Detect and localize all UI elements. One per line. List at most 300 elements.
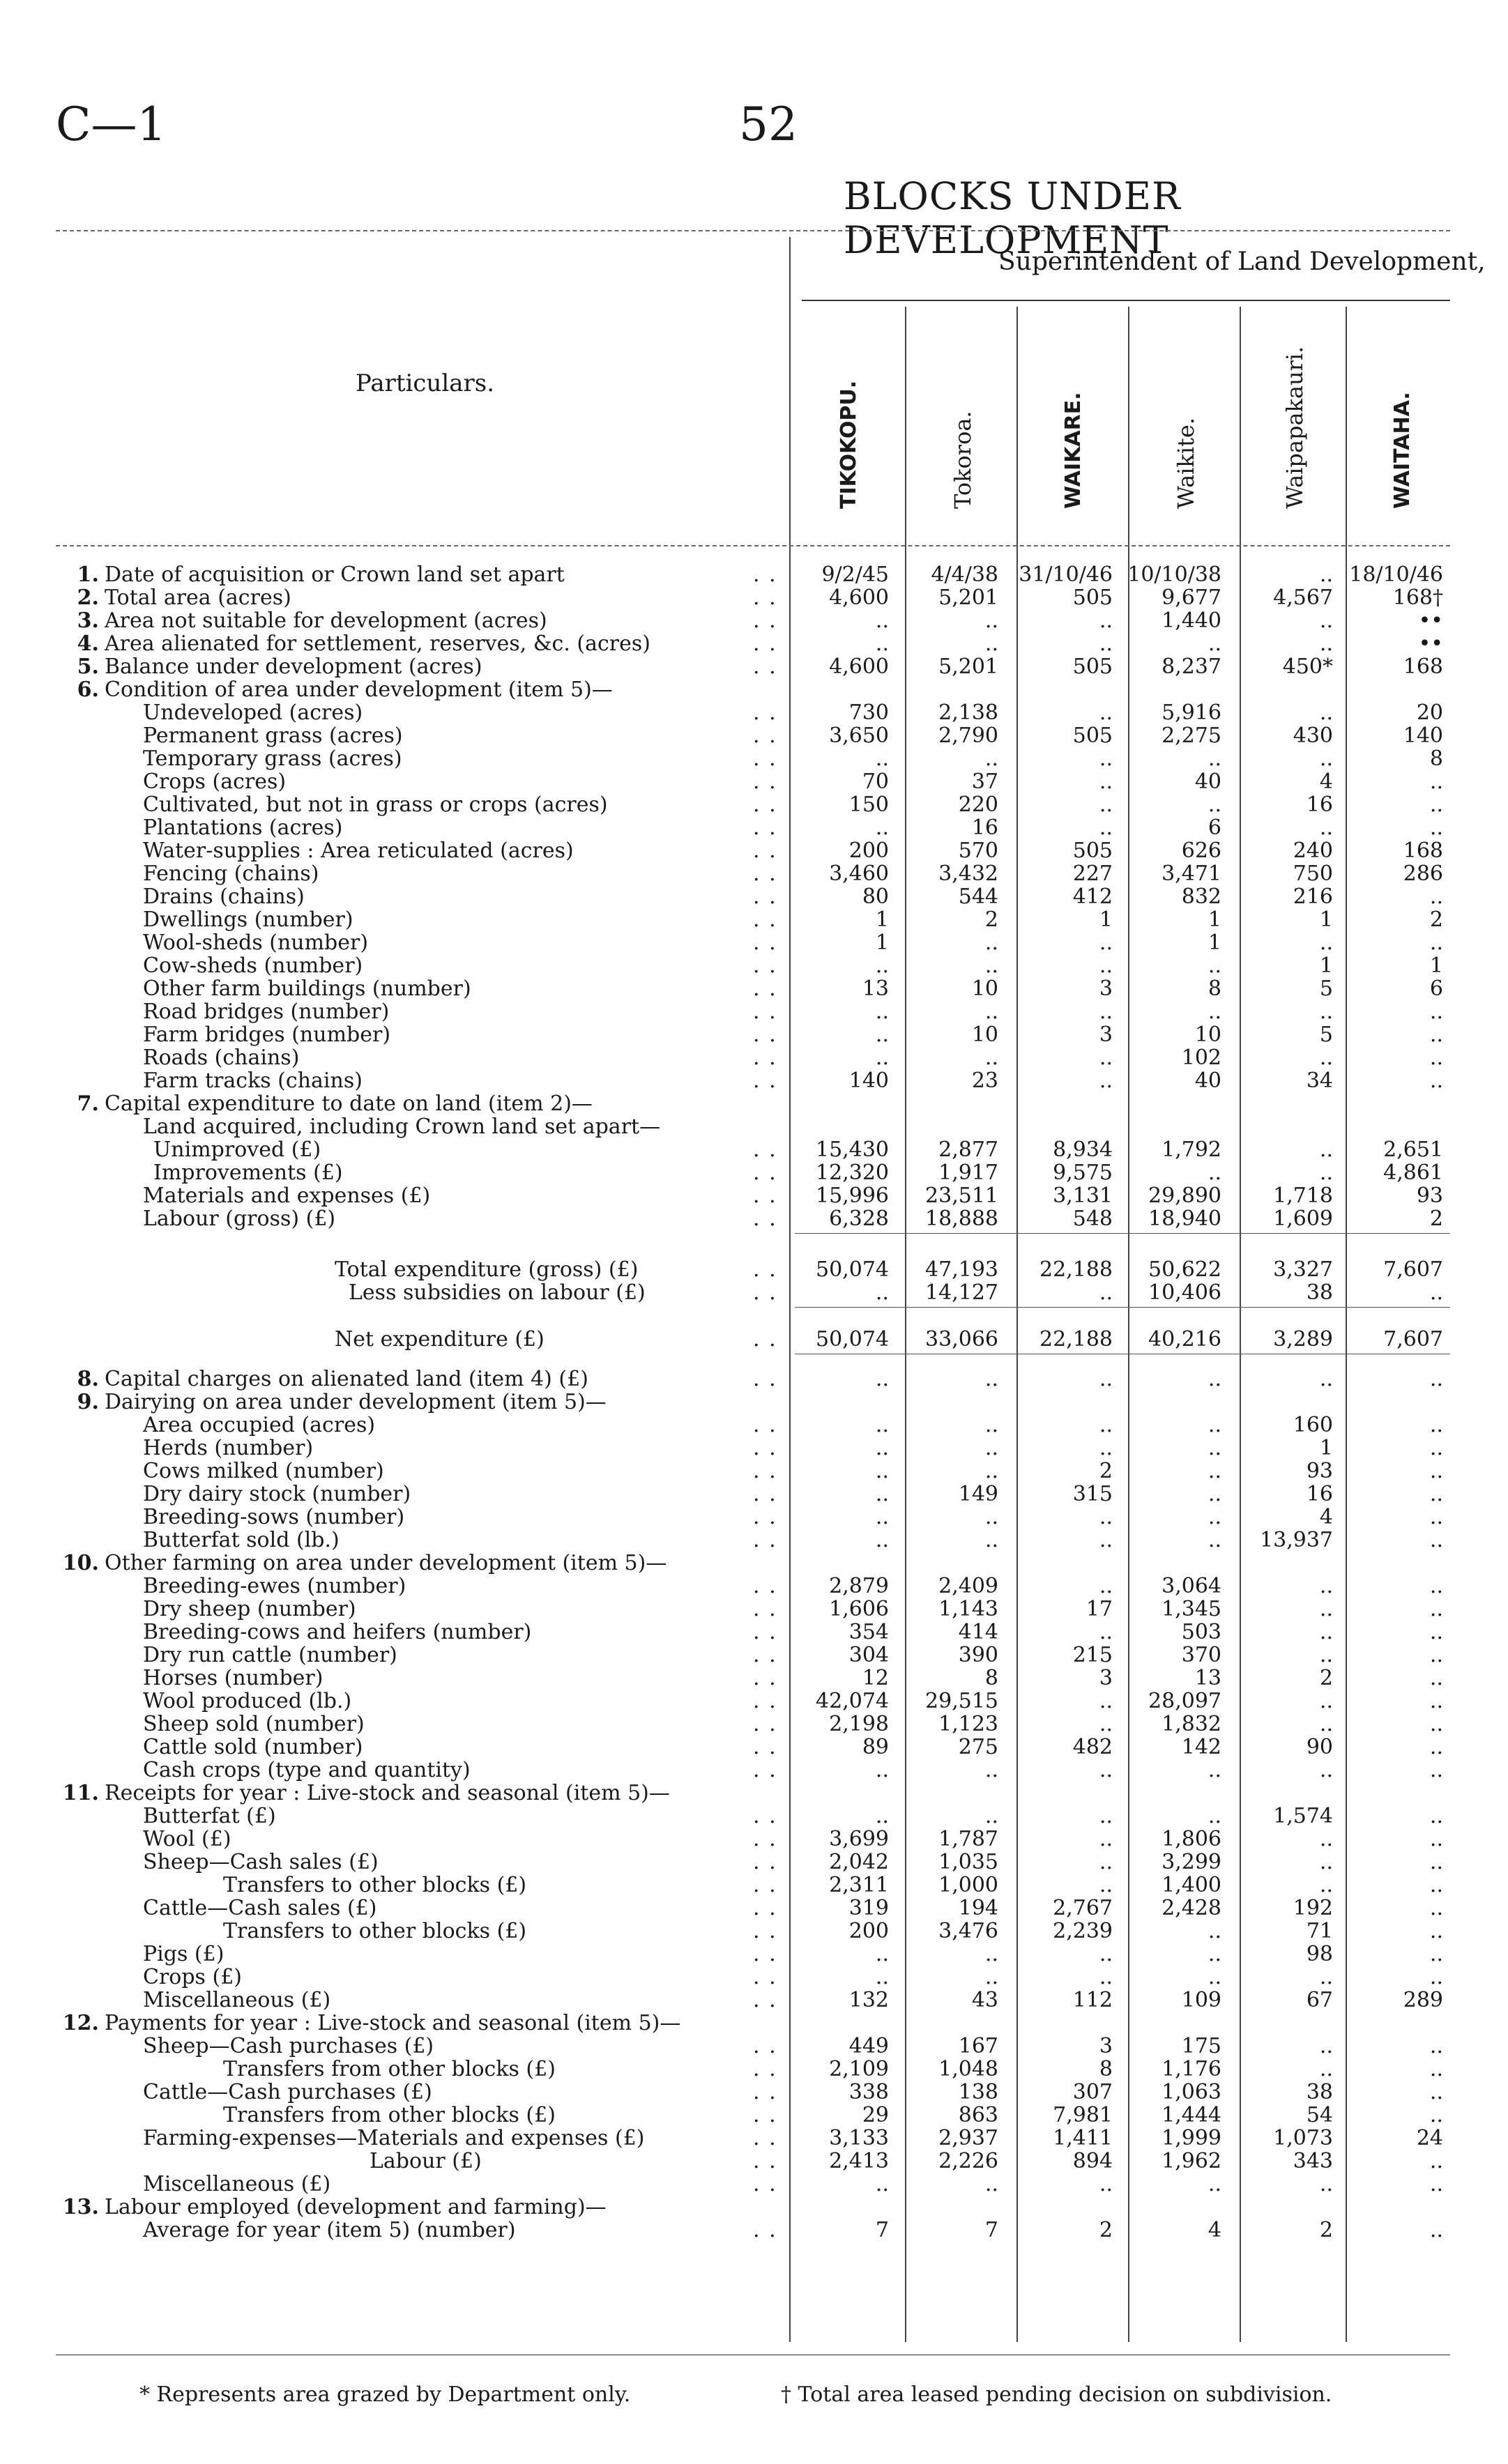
leader-dots: . . — [753, 2103, 777, 2127]
table-cell: 354 — [848, 1620, 889, 1644]
row-label: Dry sheep (number) — [143, 1597, 356, 1621]
table-cell: 9/2/45 — [821, 563, 889, 587]
row-label: Cows milked (number) — [143, 1459, 384, 1483]
table-row — [0, 1529, 1508, 1552]
leader-dots: . . — [753, 1207, 777, 1231]
table-cell: .. — [1099, 1804, 1113, 1828]
table-cell: .. — [1208, 1942, 1221, 1966]
divider — [56, 230, 1450, 233]
table-cell: 3 — [1099, 977, 1113, 1001]
leader-dots: . . — [753, 2172, 777, 2196]
leader-dots: . . — [753, 1965, 777, 1989]
table-cell: 23,511 — [925, 1184, 998, 1208]
leader-dots: . . — [753, 885, 777, 909]
table-row — [0, 1897, 1508, 1920]
table-cell: .. — [984, 1000, 998, 1024]
table-cell: .. — [875, 954, 889, 978]
table-cell: 112 — [1072, 1988, 1113, 2012]
table-cell: 54 — [1306, 2103, 1333, 2127]
row-label: Cattle sold (number) — [143, 1735, 363, 1759]
table-cell: .. — [875, 1023, 889, 1047]
table-cell: .. — [1429, 2057, 1443, 2081]
table-cell: 2,275 — [1162, 724, 1221, 748]
table-cell: 2 — [1429, 1207, 1443, 1231]
table-cell: 216 — [1293, 885, 1333, 909]
table-cell: 17 — [1086, 1597, 1113, 1621]
table-cell: 315 — [1072, 1482, 1113, 1506]
table-cell: .. — [1319, 1965, 1333, 1989]
table-cell: 1,063 — [1162, 2080, 1221, 2104]
row-label: Other farming on area under development (item 5)— — [105, 1551, 667, 1575]
table-cell: 109 — [1181, 1988, 1221, 2012]
table-row — [0, 1736, 1508, 1759]
leader-dots: . . — [753, 1712, 777, 1736]
table-cell: 894 — [1072, 2149, 1113, 2173]
leader-dots: . . — [753, 2080, 777, 2104]
table-cell: 175 — [1181, 2034, 1221, 2058]
table-row — [0, 1138, 1508, 1161]
table-cell: 5,201 — [938, 586, 998, 610]
row-label: Farm tracks (chains) — [143, 1069, 363, 1093]
table-cell: .. — [1208, 1505, 1221, 1529]
table-cell: 215 — [1072, 1643, 1113, 1667]
table-cell: 34 — [1306, 1069, 1333, 1093]
leader-dots: . . — [753, 1280, 777, 1305]
table-cell: .. — [984, 1528, 998, 1552]
row-label: Labour (gross) (£) — [143, 1207, 336, 1231]
table-cell: 40 — [1194, 770, 1221, 794]
total-rule — [795, 1307, 1450, 1308]
table-cell: 40,216 — [1148, 1327, 1221, 1352]
total-rule — [795, 1233, 1450, 1234]
table-cell: 3,133 — [829, 2126, 889, 2150]
leader-dots: . . — [753, 655, 777, 679]
row-label: Balance under development (acres) — [105, 655, 482, 679]
table-cell: 132 — [848, 1988, 889, 2012]
table-cell: 5,201 — [938, 655, 998, 679]
table-row — [0, 701, 1508, 724]
table-cell: 1 — [1208, 931, 1221, 955]
table-cell: .. — [984, 1505, 998, 1529]
table-cell: 28,097 — [1148, 1689, 1221, 1713]
row-number: 13. — [62, 2195, 99, 2219]
table-cell: .. — [1429, 2149, 1443, 2173]
row-label: Permanent grass (acres) — [143, 724, 403, 748]
table-cell: .. — [1429, 1850, 1443, 1874]
table-cell: 29,515 — [925, 1689, 998, 1713]
row-label: Improvements (£) — [153, 1161, 343, 1185]
table-cell: .. — [875, 1436, 889, 1460]
table-cell: 31/10/46 — [1019, 563, 1113, 587]
row-number: 3. — [77, 609, 99, 633]
table-cell: 1 — [875, 931, 889, 955]
table-cell: .. — [984, 1459, 998, 1483]
table-cell: .. — [1099, 1528, 1113, 1552]
table-cell: 6 — [1429, 977, 1443, 1001]
table-row — [0, 1621, 1508, 1644]
table-cell: 220 — [958, 793, 998, 817]
leader-dots: . . — [753, 816, 777, 840]
table-cell: .. — [1099, 770, 1113, 794]
table-cell: .. — [1429, 2034, 1443, 2058]
table-row — [0, 609, 1508, 632]
table-cell: 505 — [1072, 839, 1113, 863]
table-cell: 10 — [971, 977, 998, 1001]
row-label: Dwellings (number) — [143, 908, 353, 932]
table-cell: .. — [1099, 609, 1113, 633]
table-row — [0, 1023, 1508, 1046]
table-cell: .. — [1099, 1046, 1113, 1070]
row-label: Dry dairy stock (number) — [143, 1482, 411, 1506]
table-cell: 2 — [1319, 1666, 1333, 1690]
table-cell: .. — [1319, 1758, 1333, 1782]
table-cell: 3 — [1099, 1666, 1113, 1690]
table-row — [0, 770, 1508, 793]
table-cell: 40 — [1194, 1069, 1221, 1093]
table-cell: 3,299 — [1162, 1850, 1221, 1874]
table-cell: 3,471 — [1162, 862, 1221, 886]
table-cell: 2,937 — [938, 2126, 998, 2150]
table-row — [0, 1328, 1508, 1351]
table-cell: .. — [1319, 2057, 1333, 2081]
table-cell: .. — [1429, 1069, 1443, 1093]
table-cell: 1,609 — [1273, 1207, 1333, 1231]
table-cell: .. — [1319, 1000, 1333, 1024]
row-label: Road bridges (number) — [143, 1000, 390, 1024]
table-cell: 1,035 — [938, 1850, 998, 1874]
table-row — [0, 1506, 1508, 1529]
table-cell: 16 — [971, 816, 998, 840]
table-cell: .. — [1319, 1620, 1333, 1644]
table-cell: 2,138 — [938, 701, 998, 725]
table-cell: 4 — [1208, 2218, 1221, 2242]
table-cell: .. — [1429, 1000, 1443, 1024]
table-cell: .. — [1429, 1919, 1443, 1943]
table-row — [0, 2012, 1508, 2035]
table-cell: 2,409 — [938, 1574, 998, 1598]
table-cell: .. — [1208, 1804, 1221, 1828]
table-cell: 9,677 — [1162, 586, 1221, 610]
table-cell: 22,188 — [1039, 1327, 1113, 1352]
footnote-dagger: † Total area leased pending decision on subdivision. — [781, 2382, 1332, 2407]
row-number: 12. — [62, 2011, 99, 2035]
table-cell: .. — [984, 1965, 998, 1989]
table-cell: .. — [1099, 701, 1113, 725]
row-label: Sheep sold (number) — [143, 1712, 365, 1736]
table-row — [0, 931, 1508, 954]
leader-dots: . . — [753, 1138, 777, 1162]
leader-dots: . . — [753, 1482, 777, 1506]
table-cell: .. — [875, 1367, 889, 1391]
table-cell: .. — [1099, 1000, 1113, 1024]
table-row — [0, 1483, 1508, 1506]
table-cell: 505 — [1072, 586, 1113, 610]
row-label: Herds (number) — [143, 1436, 314, 1460]
table-cell: 548 — [1072, 1207, 1113, 1231]
table-cell: .. — [1099, 1758, 1113, 1782]
table-cell: 200 — [848, 839, 889, 863]
table-row — [0, 1920, 1508, 1943]
table-cell: 192 — [1293, 1896, 1333, 1920]
table-row — [0, 1966, 1508, 1989]
table-cell: .. — [1319, 1827, 1333, 1851]
leader-dots: . . — [753, 632, 777, 656]
page-number: 52 — [739, 98, 798, 151]
leader-dots: . . — [753, 1161, 777, 1185]
table-cell: .. — [1429, 793, 1443, 817]
table-row — [0, 2173, 1508, 2196]
table-cell: 1,806 — [1162, 1827, 1221, 1851]
table-cell: .. — [1429, 816, 1443, 840]
table-row — [0, 678, 1508, 701]
leader-dots: . . — [753, 1827, 777, 1851]
table-cell: .. — [1429, 1804, 1443, 1828]
table-cell: .. — [1429, 1413, 1443, 1437]
table-cell: .. — [1099, 1712, 1113, 1736]
table-row — [0, 1184, 1508, 1207]
table-cell: 1,606 — [829, 1597, 889, 1621]
table-cell: 138 — [958, 2080, 998, 2104]
table-cell: 275 — [958, 1735, 998, 1759]
table-row — [0, 1851, 1508, 1874]
table-cell: 3,432 — [938, 862, 998, 886]
table-row — [0, 977, 1508, 1000]
table-cell: 160 — [1293, 1413, 1333, 1437]
leader-dots: . . — [753, 1436, 777, 1460]
table-cell: .. — [1429, 1482, 1443, 1506]
leader-dots: . . — [753, 701, 777, 725]
table-cell: 1,962 — [1162, 2149, 1221, 2173]
row-label: Receipts for year : Live-stock and seasonal (item 5)— — [105, 1781, 670, 1805]
row-label: Breeding-sows (number) — [143, 1505, 405, 1529]
table-cell: 150 — [848, 793, 889, 817]
table-cell: 5 — [1319, 1023, 1333, 1047]
leader-dots: . . — [753, 1069, 777, 1093]
table-cell: 1,440 — [1162, 609, 1221, 633]
table-cell: 98 — [1306, 1942, 1333, 1966]
table-cell: 12 — [862, 1666, 889, 1690]
table-row — [0, 2058, 1508, 2081]
table-cell: .. — [1319, 2034, 1333, 2058]
table-cell: 8 — [1099, 2057, 1113, 2081]
table-cell: 2,311 — [829, 1873, 889, 1897]
table-row — [0, 1000, 1508, 1023]
table-cell: 505 — [1072, 724, 1113, 748]
table-cell: 482 — [1072, 1735, 1113, 1759]
table-cell: 12,320 — [816, 1161, 889, 1185]
table-cell: .. — [875, 609, 889, 633]
table-row — [0, 862, 1508, 885]
divider — [802, 300, 1450, 301]
table-cell: 16 — [1306, 793, 1333, 817]
table-cell: 1,048 — [938, 2057, 998, 2081]
leader-dots: . . — [753, 1919, 777, 1943]
row-label: Breeding-ewes (number) — [143, 1574, 406, 1598]
table-cell: 450* — [1282, 655, 1333, 679]
table-cell: .. — [1319, 701, 1333, 725]
table-cell: .. — [984, 632, 998, 656]
table-cell: .. — [875, 1758, 889, 1782]
table-cell: •• — [1418, 632, 1443, 656]
divider — [56, 545, 1450, 548]
table-cell: .. — [1099, 747, 1113, 771]
table-cell: 4/4/38 — [931, 563, 998, 587]
table-cell: .. — [1208, 1482, 1221, 1506]
leader-dots: . . — [753, 1413, 777, 1437]
table-cell: 1,123 — [938, 1712, 998, 1736]
table-cell: 8,237 — [1162, 655, 1221, 679]
table-row — [0, 2150, 1508, 2173]
row-label: Breeding-cows and heifers (number) — [143, 1620, 532, 1644]
table-cell: 286 — [1403, 862, 1443, 886]
table-cell: .. — [875, 1505, 889, 1529]
table-cell: .. — [1319, 1161, 1333, 1185]
table-cell: 15,430 — [816, 1138, 889, 1162]
table-cell: 227 — [1072, 862, 1113, 886]
leader-dots: . . — [753, 2218, 777, 2242]
table-cell: .. — [1208, 1758, 1221, 1782]
table-cell: 142 — [1181, 1735, 1221, 1759]
table-cell: .. — [1208, 747, 1221, 771]
table-cell: .. — [1429, 1367, 1443, 1391]
table-cell: .. — [1319, 563, 1333, 587]
table-cell: .. — [1099, 1436, 1113, 1460]
table-cell: .. — [1099, 793, 1113, 817]
table-row — [0, 908, 1508, 931]
table-cell: .. — [1429, 1735, 1443, 1759]
table-cell: 4,861 — [1383, 1161, 1443, 1185]
table-cell: 2,428 — [1162, 1896, 1221, 1920]
table-cell: .. — [1429, 2218, 1443, 2242]
table-cell: 307 — [1072, 2080, 1113, 2104]
table-cell: .. — [1099, 1280, 1113, 1305]
table-cell: .. — [1319, 747, 1333, 771]
row-label: Cash crops (type and quantity) — [143, 1758, 471, 1782]
row-label: Labour employed (development and farming)— — [105, 2195, 607, 2219]
table-cell: 29 — [862, 2103, 889, 2127]
table-cell: 1,574 — [1273, 1804, 1333, 1828]
table-row — [0, 1989, 1508, 2012]
table-cell: .. — [1319, 1046, 1333, 1070]
table-cell: .. — [984, 609, 998, 633]
leader-dots: . . — [753, 1804, 777, 1828]
table-cell: 570 — [958, 839, 998, 863]
row-label: Area occupied (acres) — [143, 1413, 376, 1437]
table-row — [0, 2196, 1508, 2219]
leader-dots: . . — [753, 724, 777, 748]
leader-dots: . . — [753, 1689, 777, 1713]
table-cell: 863 — [958, 2103, 998, 2127]
table-cell: 38 — [1306, 1280, 1333, 1305]
table-row — [0, 2035, 1508, 2058]
row-label: Area alienated for settlement, reserves, &c. (acres) — [105, 632, 650, 656]
table-cell: .. — [1099, 1574, 1113, 1598]
table-cell: 70 — [862, 770, 889, 794]
table-row — [0, 1805, 1508, 1828]
table-cell: .. — [1429, 1827, 1443, 1851]
table-cell: .. — [1319, 1712, 1333, 1736]
table-cell: 3,699 — [829, 1827, 889, 1851]
table-cell: .. — [1429, 1023, 1443, 1047]
table-cell: .. — [1429, 2103, 1443, 2127]
table-cell: .. — [1099, 1413, 1113, 1437]
table-row — [0, 816, 1508, 839]
table-cell: .. — [1429, 2172, 1443, 2196]
table-cell: 10 — [971, 1023, 998, 1047]
table-cell: .. — [984, 1942, 998, 1966]
table-cell: 140 — [1403, 724, 1443, 748]
row-label: Butterfat sold (lb.) — [143, 1528, 340, 1552]
table-cell: 3,289 — [1273, 1327, 1333, 1352]
leader-dots: . . — [753, 747, 777, 771]
table-cell: 2,109 — [829, 2057, 889, 2081]
table-cell: .. — [984, 2172, 998, 2196]
table-cell: 167 — [958, 2034, 998, 2058]
row-label: Wool produced (lb.) — [143, 1689, 352, 1713]
row-label: Unimproved (£) — [153, 1138, 321, 1162]
row-label: Total expenditure (gross) (£) — [335, 1257, 639, 1282]
table-cell: 9,575 — [1053, 1161, 1113, 1185]
table-cell: 2,042 — [829, 1850, 889, 1874]
table-cell: .. — [875, 1280, 889, 1305]
row-label: Sheep—Cash purchases (£) — [143, 2034, 434, 2058]
table-cell: 37 — [971, 770, 998, 794]
table-cell: 168 — [1403, 839, 1443, 863]
table-cell: .. — [1429, 770, 1443, 794]
row-label: Labour (£) — [370, 2149, 482, 2173]
row-label: Materials and expenses (£) — [143, 1184, 431, 1208]
table-row — [0, 747, 1508, 770]
table-cell: .. — [1208, 954, 1221, 978]
table-cell: 89 — [862, 1735, 889, 1759]
table-cell: 343 — [1293, 2149, 1333, 2173]
table-cell: .. — [984, 954, 998, 978]
row-label: Land acquired, including Crown land set apart— — [143, 1115, 661, 1139]
table-cell: .. — [984, 1804, 998, 1828]
table-cell: 6 — [1208, 816, 1221, 840]
table-row — [0, 1552, 1508, 1575]
table-cell: 38 — [1306, 2080, 1333, 2104]
table-row — [0, 1069, 1508, 1092]
table-cell: .. — [1208, 1436, 1221, 1460]
table-cell: 50,074 — [816, 1257, 889, 1282]
leader-dots: . . — [753, 1574, 777, 1598]
leader-dots: . . — [753, 1046, 777, 1070]
table-cell: 4,567 — [1273, 586, 1333, 610]
table-cell: .. — [1208, 1413, 1221, 1437]
table-cell: .. — [1429, 1436, 1443, 1460]
leader-dots: . . — [753, 2057, 777, 2081]
row-label: Date of acquisition or Crown land set apart — [105, 563, 565, 587]
table-cell: 3,131 — [1053, 1184, 1113, 1208]
table-cell: .. — [1319, 609, 1333, 633]
table-cell: 16 — [1306, 1482, 1333, 1506]
table-row — [0, 2127, 1508, 2150]
table-cell: 4 — [1319, 770, 1333, 794]
table-cell: 2,790 — [938, 724, 998, 748]
table-cell: 1,787 — [938, 1827, 998, 1851]
row-label: Average for year (item 5) (number) — [143, 2218, 516, 2242]
table-cell: 1,917 — [938, 1161, 998, 1185]
leader-dots: . . — [753, 1023, 777, 1047]
table-cell: 7 — [875, 2218, 889, 2242]
table-cell: .. — [984, 1046, 998, 1070]
table-cell: 102 — [1181, 1046, 1221, 1070]
row-number: 7. — [77, 1092, 99, 1116]
table-cell: 1,143 — [938, 1597, 998, 1621]
table-cell: .. — [1208, 1367, 1221, 1391]
table-row — [0, 1437, 1508, 1460]
